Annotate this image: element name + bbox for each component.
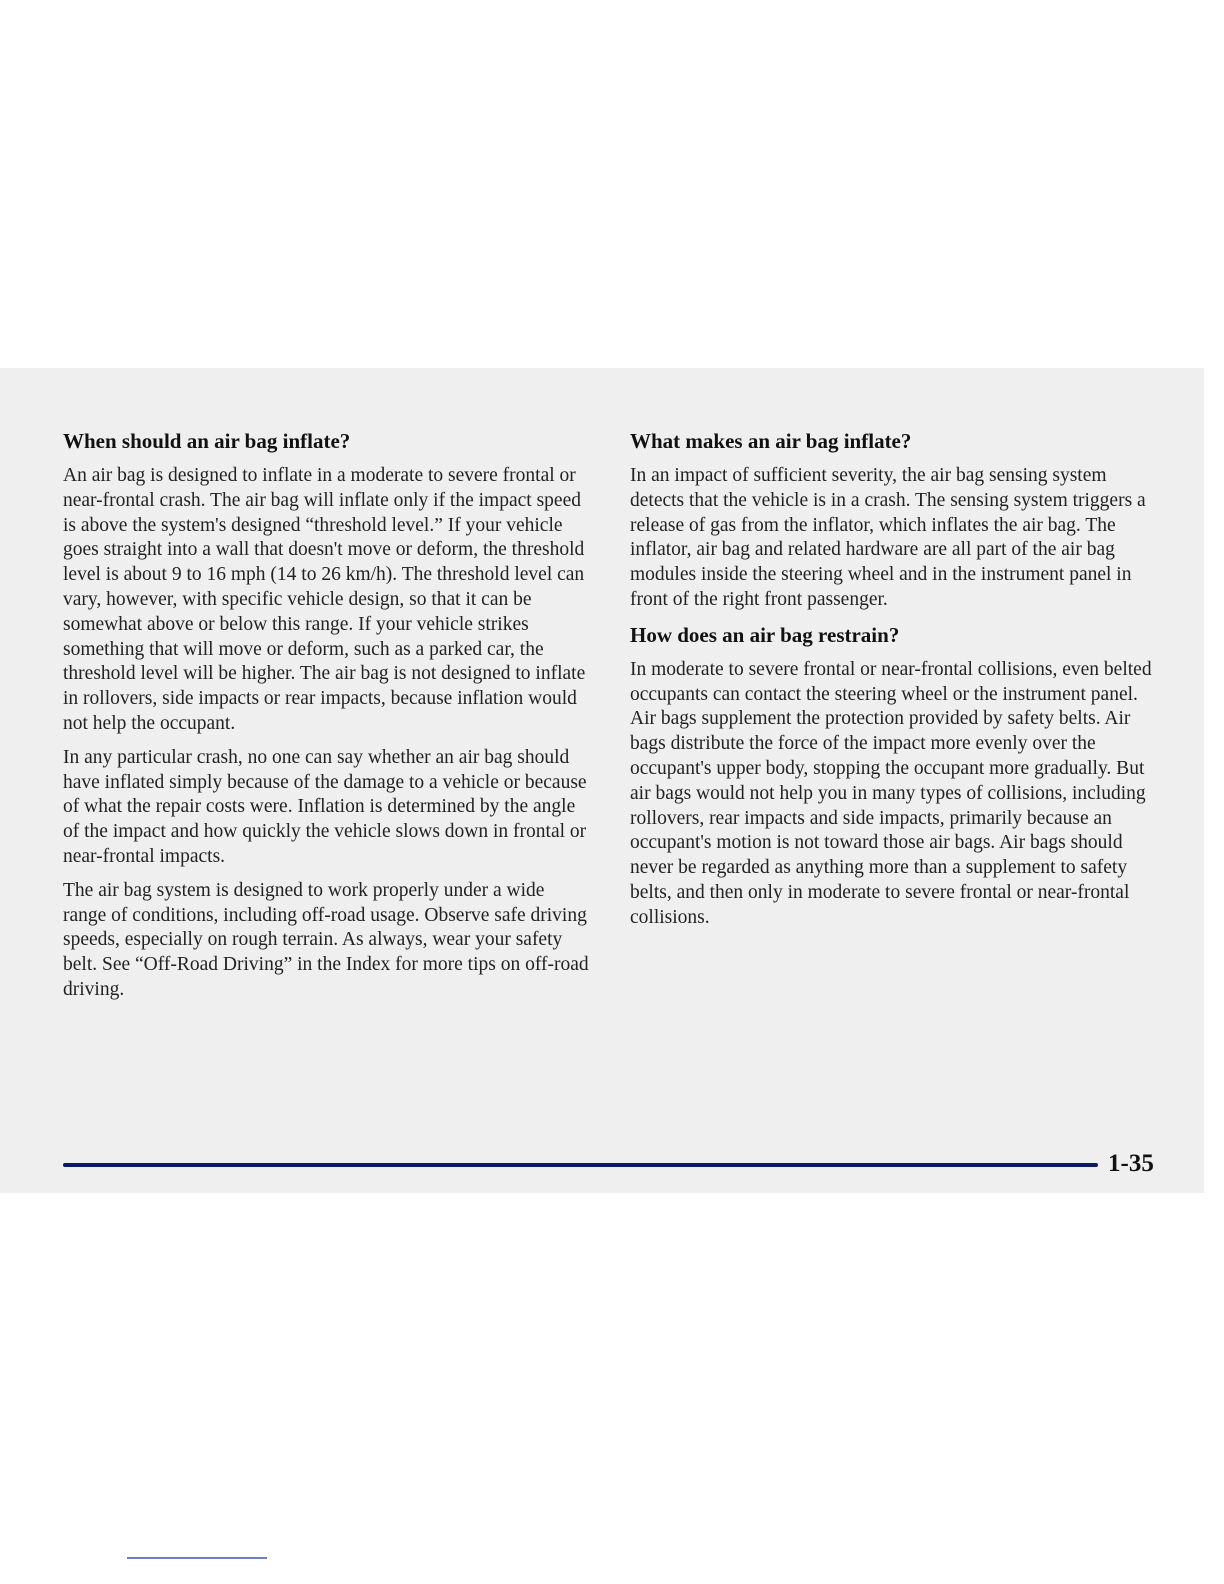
section-heading-restrain: How does an air bag restrain?	[630, 622, 900, 647]
paragraph-threshold: An air bag is designed to inflate in a moderate to severe frontal or near-frontal crash. The air bag will inflate only if the impact speed is above the system's designed “threshold level.” If your vehicle goes straight into a wall that doesn't move or deform, the threshold level is about 9 to 16 mph (14 to 26 km/h). The threshold level can vary, however, with specific vehicle design, so that it can be somewhat above or below this range. If your vehicle strikes something that will move or deform, such as a parked car, the threshold level will be higher. The air bag is not designed to inflate in rollovers, side impacts or rear impacts, because inflation would not help the occupant.	[63, 465, 586, 734]
paragraph-off-road: The air bag system is designed to work properly under a wide range of conditions, including off-road usage. Observe safe driving speeds, especially on rough terrain. As always, wear your safety belt. See “Off-Road Driving” in the Index for more tips on off-road driving.	[63, 879, 589, 1000]
bottom-underline-mark	[127, 1557, 267, 1559]
right-column	[630, 428, 1160, 940]
section-heading-inflate-when: When should an air bag inflate?	[63, 429, 351, 453]
section-heading-what-makes-inflate: What makes an air bag inflate?	[630, 429, 912, 453]
left-column	[63, 428, 591, 1012]
paragraph-particular-crash: In any particular crash, no one can say whether an air bag should have inflated simply because of the damage to a vehicle or because of what the repair costs were. Inflation is determined by the angle of the impact and how quickly the vehicle slows down in frontal or near-frontal impacts.	[63, 746, 587, 867]
page-number: 1-35	[1108, 1150, 1154, 1177]
paragraph-restrain: In moderate to severe frontal or near-frontal collisions, even belted occupants can contact the steering wheel or the instrument panel. Air bags supplement the protection provided by safety belts. Air bags distribute the force of the impact more evenly over the occupant's upper body, stopping the occupant more gradually. But air bags would not help you in many types of collisions, including rollovers, rear impacts and side impacts, primarily because an occupant's motion is not toward those air bags. Air bags should never be regarded as anything more than a supplement to safety belts, and then only in moderate to severe frontal or near-frontal collisions.	[630, 658, 1152, 928]
footer-rule	[63, 1163, 1098, 1167]
paragraph-sensing-system: In an impact of sufficient severity, the air bag sensing system detects that the vehicle is in a crash. The sensing system triggers a release of gas from the inflator, which inflates the air bag. The inflator, air bag and related hardware are all part of the air bag modules inside the steering wheel and in the instrument panel in front of the right front passenger.	[630, 465, 1146, 610]
